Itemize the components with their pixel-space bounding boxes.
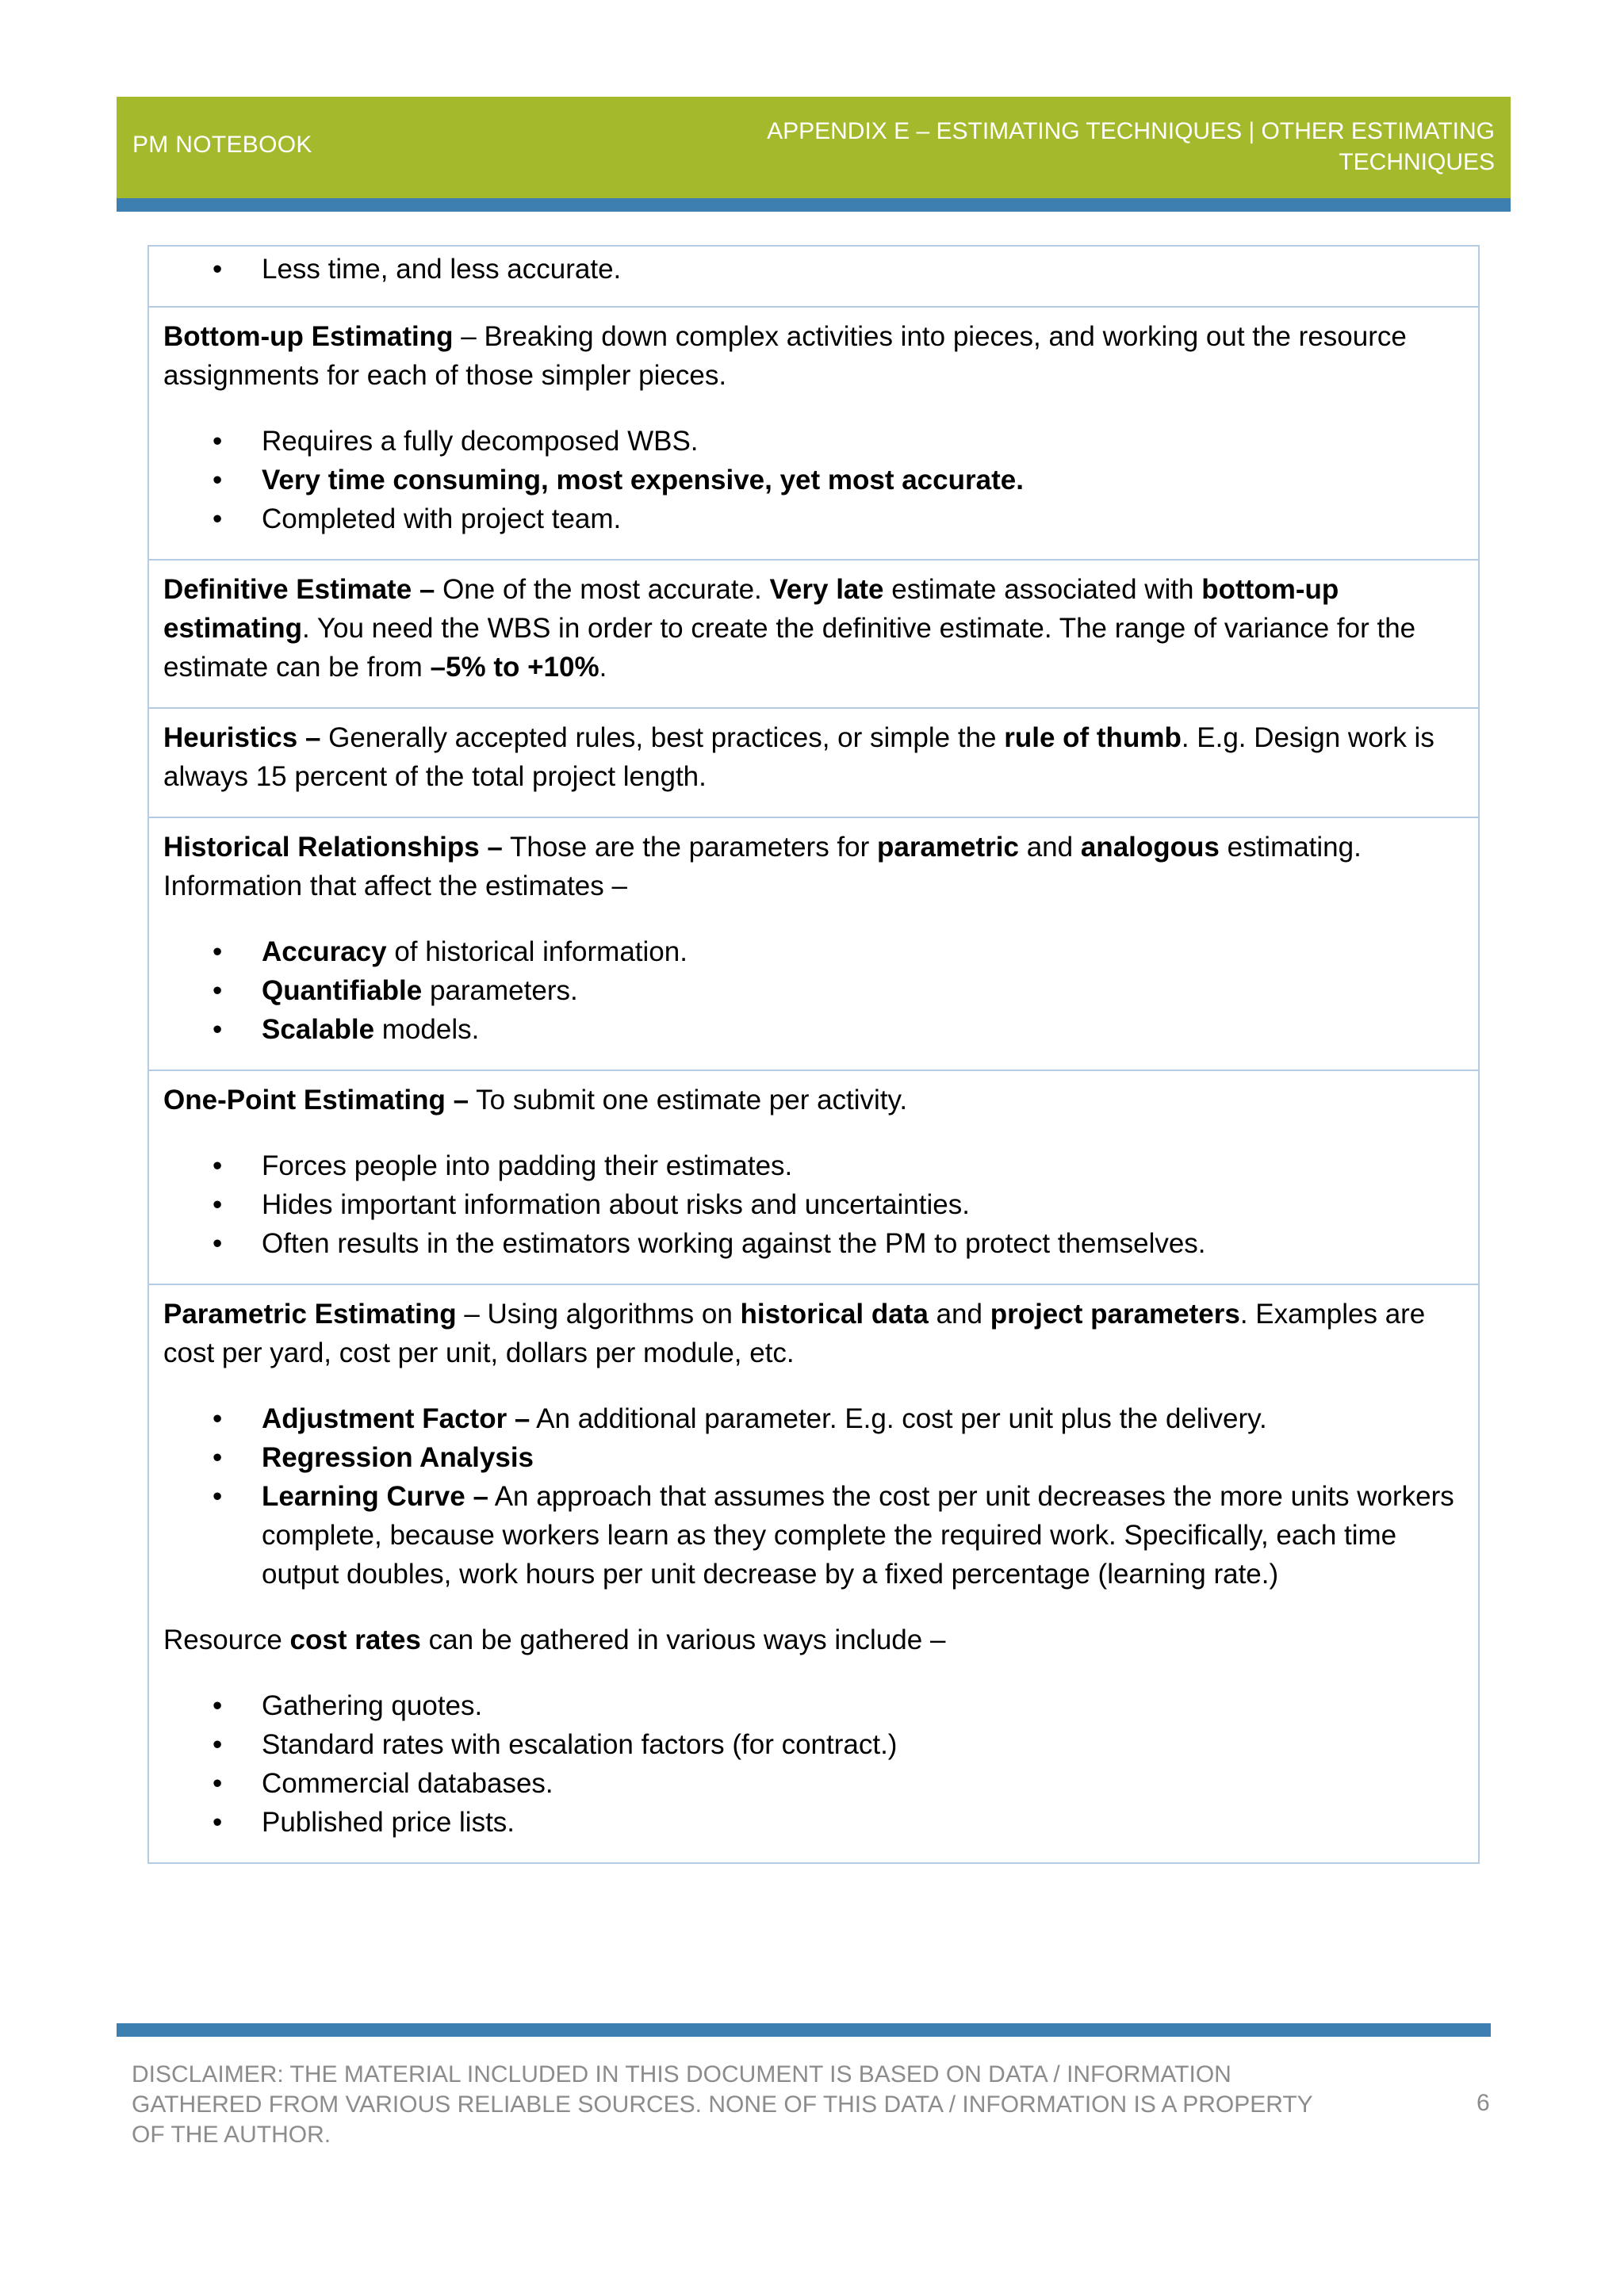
term: Parametric Estimating — [163, 1299, 457, 1330]
bullet-list — [163, 932, 1464, 1049]
list-item: • Less time, and less accurate. — [163, 250, 1464, 289]
term: Definitive Estimate – — [163, 574, 435, 605]
term: Historical Relationships – — [163, 832, 503, 863]
page-header — [117, 97, 1511, 198]
paragraph: One-Point Estimating – To submit one estimate per activity. — [163, 1085, 908, 1115]
footer-divider — [117, 2023, 1491, 2037]
list-item: • Quantifiable parameters. — [163, 971, 1464, 1010]
list-item: • Forces people into padding their estimates. — [163, 1146, 1464, 1185]
list-item: • Completed with project team. — [163, 499, 1464, 538]
list-item: • Often results in the estimators working against the PM to protect themselves. — [163, 1224, 1464, 1263]
list-item: • Accuracy of historical information. — [163, 932, 1464, 971]
bullet-list — [163, 1686, 1464, 1842]
header-divider — [117, 198, 1511, 212]
list-item: • Scalable models. — [163, 1010, 1464, 1049]
list-item: • Regression Analysis — [163, 1438, 1464, 1477]
term: Bottom-up Estimating — [163, 321, 454, 352]
paragraph: Heuristics – Generally accepted rules, best practices, or simple the rule of thumb. E.g. Design work is always 15 percent of the total project length. — [163, 722, 1434, 792]
paragraph: Resource cost rates can be gathered in various ways include – — [163, 1624, 946, 1655]
bullet-list — [163, 1399, 1464, 1594]
list-item: • Commercial databases. — [163, 1764, 1464, 1803]
list-item: • Standard rates with escalation factors (for contract.) — [163, 1725, 1464, 1764]
content-table — [147, 245, 1480, 1864]
list-item: • Learning Curve – An approach that assumes the cost per unit decreases the more units workers complete, because workers learn as they complete the required work. Specifically, each time output doubles, work hours per unit decrease by a fixed percentage (learning rate.) — [163, 1477, 1464, 1594]
row-heuristics — [149, 707, 1478, 817]
page-number: 6 — [1477, 2090, 1490, 2116]
paragraph: Parametric Estimating – Using algorithms on historical data and project parameters. Examples are cost per yard, cost per unit, dollars per module, etc. — [163, 1299, 1426, 1368]
header-chapter — [702, 116, 1495, 178]
bullet-list — [163, 1146, 1464, 1263]
row-parametric-estimating — [149, 1284, 1478, 1862]
list-item: • Adjustment Factor – An additional parameter. E.g. cost per unit plus the delivery. — [163, 1399, 1464, 1438]
header-chapter-line2: TECHNIQUES — [1339, 149, 1495, 175]
row-definitive-estimate — [149, 559, 1478, 707]
row-intro — [149, 247, 1478, 306]
header-chapter-line1: APPENDIX E – ESTIMATING TECHNIQUES | OTHER ESTIMATING — [767, 118, 1495, 144]
term: One-Point Estimating – — [163, 1085, 469, 1115]
row-historical-relationships — [149, 817, 1478, 1070]
header-title: PM NOTEBOOK — [132, 132, 312, 158]
paragraph: Bottom-up Estimating – Breaking down complex activities into pieces, and working out the resource assignments for each of those simpler pieces. — [163, 321, 1407, 391]
list-item: • Published price lists. — [163, 1803, 1464, 1842]
paragraph: Historical Relationships – Those are the parameters for parametric and analogous estimating. Information that affect the estimates – — [163, 832, 1362, 901]
row-bottom-up — [149, 306, 1478, 559]
bullet-list — [163, 250, 1464, 289]
list-item: • Very time consuming, most expensive, yet most accurate. — [163, 461, 1464, 499]
list-item: • Requires a fully decomposed WBS. — [163, 422, 1464, 461]
row-one-point-estimating — [149, 1070, 1478, 1284]
list-item: • Hides important information about risks and uncertainties. — [163, 1185, 1464, 1224]
list-item: • Gathering quotes. — [163, 1686, 1464, 1725]
bullet-list — [163, 422, 1464, 538]
paragraph: Definitive Estimate – One of the most accurate. Very late estimate associated with bottom-up estimating. You need the WBS in order to create the definitive estimate. The range of variance for the estimate can be from –5% to +10%. — [163, 574, 1416, 683]
footer-disclaimer: DISCLAIMER: THE MATERIAL INCLUDED IN THIS DOCUMENT IS BASED ON DATA / INFORMATION GATHERED FROM VARIOUS RELIABLE SOURCES. NONE OF THIS DATA / INFORMATION IS A PROPERTY OF THE AUTHOR. — [132, 2061, 1313, 2148]
term: Heuristics – — [163, 722, 321, 753]
